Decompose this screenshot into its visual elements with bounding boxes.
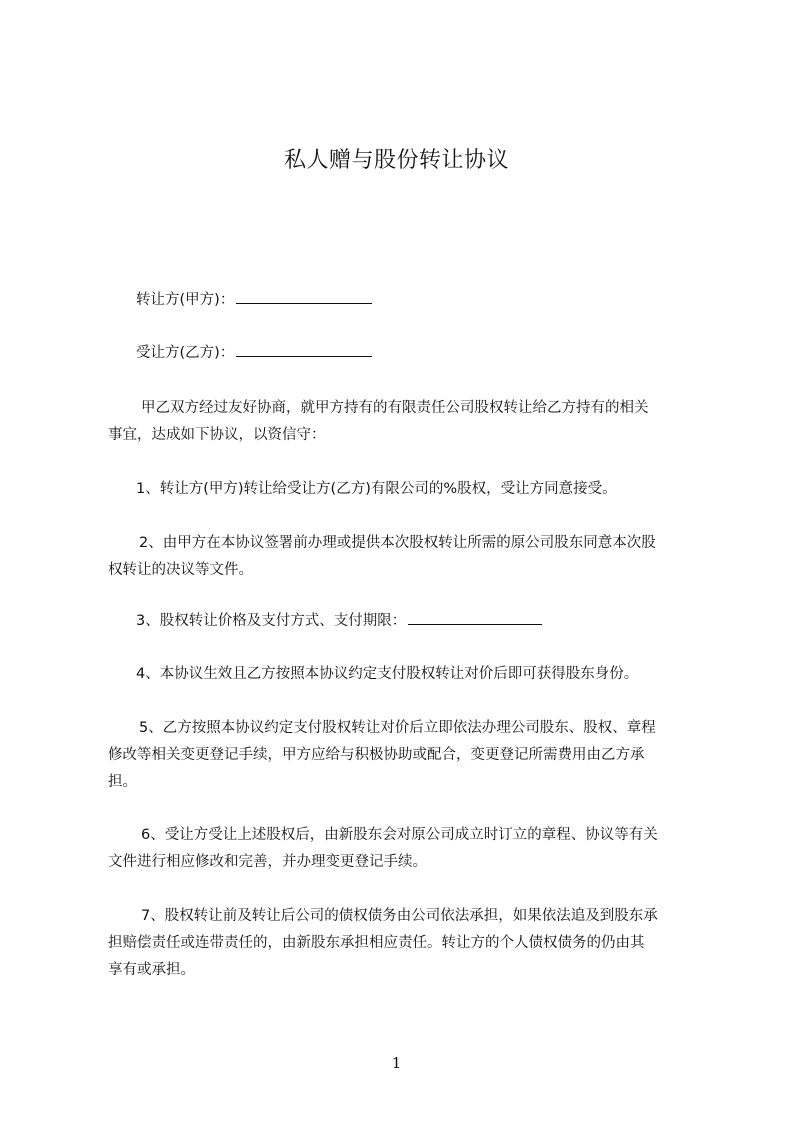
clause-6-line-2: 文件进行相应修改和完善，并办理变更登记手续。 — [108, 854, 427, 870]
page-number: 1 — [391, 1054, 402, 1072]
transferee-blank — [236, 340, 372, 357]
clause-3-line — [136, 606, 542, 637]
clause-6-line-1: 6、受让方受让上述股权后，由新股东会对原公司成立时订立的章程、协议等有关 — [141, 827, 658, 843]
transferee-label: 受让方(乙方)： — [136, 345, 235, 361]
clause-5-line-1: 5、乙方按照本协议约定支付股权转让对价后立即依法办理公司股东、股权、章程 — [139, 720, 656, 736]
transferor-line — [136, 285, 372, 316]
clause-3-blank — [408, 608, 542, 625]
transferee-line — [136, 338, 372, 369]
clause-2-line-1: 2、由甲方在本协议签署前办理或提供本次股权转让所需的原公司股东同意本次股 — [139, 535, 656, 551]
intro-line-2: 事宜，达成如下协议，以资信守： — [108, 427, 326, 443]
document-title: 私人赠与股份转让协议 — [283, 148, 509, 173]
clause-4-line-1: 4、本协议生效且乙方按照本协议约定支付股权转让对价后即可获得股东身份。 — [136, 666, 639, 682]
clause-7-line-2: 担赔偿责任或连带责任的，由新股东承担相应责任。转让方的个人债权债务的仍由其 — [108, 935, 645, 951]
transferor-label: 转让方(甲方)： — [136, 292, 235, 308]
transferor-blank — [236, 287, 372, 304]
clause-1-line-1: 1、转让方(甲方)转让给受让方(乙方)有限公司的%股权，受让方同意接受。 — [136, 481, 617, 497]
clause-5-line-3: 担。 — [108, 774, 137, 790]
clause-7-line-3: 享有或承担。 — [108, 962, 195, 978]
clause-3-text: 3、股权转让价格及支付方式、支付期限： — [136, 613, 407, 629]
clause-2-line-2: 权转让的决议等文件。 — [108, 562, 253, 578]
clause-5-line-2: 修改等相关变更登记手续，甲方应给与积极协助或配合，变更登记所需费用由乙方承 — [108, 747, 645, 763]
clause-7-line-1: 7、股权转让前及转让后公司的债权债务由公司依法承担，如果依法追及到股东承 — [141, 908, 658, 924]
intro-line-1: 甲乙双方经过友好协商，就甲方持有的有限责任公司股权转让给乙方持有的相关 — [141, 400, 649, 416]
